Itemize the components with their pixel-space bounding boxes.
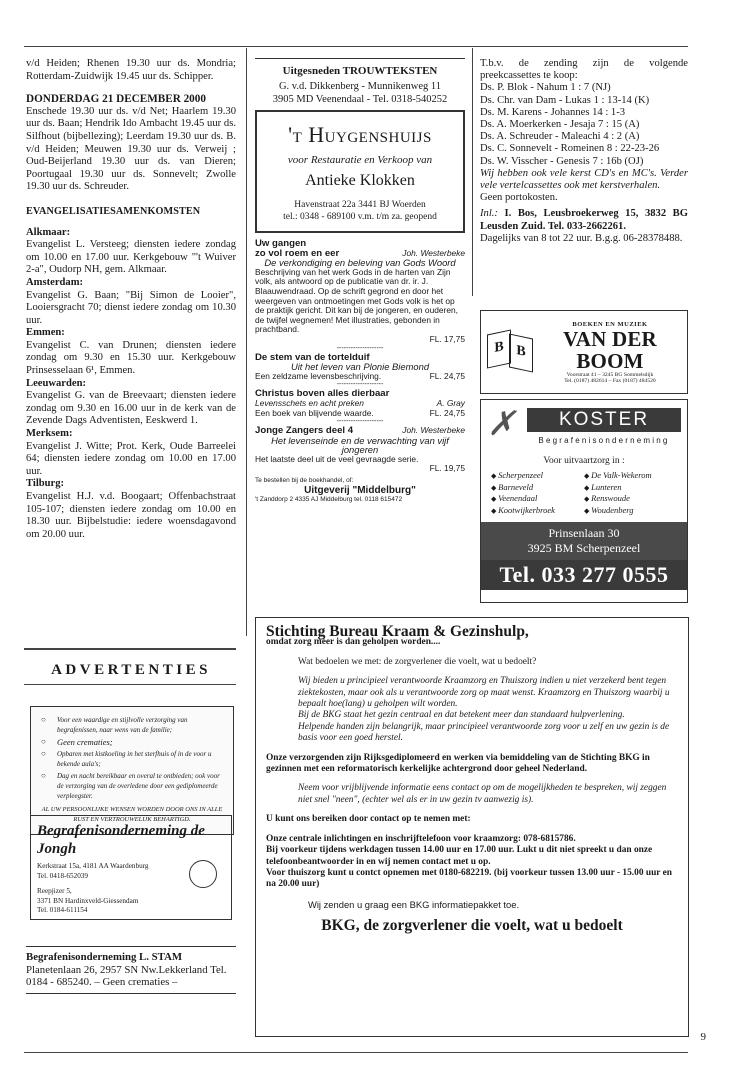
bkg-question: Wat bedoelen we met: de zorgverlener die voelt, wat u bedoelt? <box>298 656 537 667</box>
column-divider-left <box>246 48 247 636</box>
date-heading: DONDERDAG 21 DECEMBER 2000 <box>26 93 206 106</box>
adv-rule-bottom <box>24 684 236 685</box>
koster-place: ◆ Veenendaal <box>491 493 584 505</box>
publisher-addr: 't Zanddorp 2 4335 AJ Middelburg tel. 0118 615472 <box>255 496 403 504</box>
de-jongh-addr2: Reepjizer 5, <box>37 887 72 895</box>
trouwteksten-title: Uitgesneden TROUWTEKSTEN <box>282 65 438 77</box>
van-der-boom-name: VAN DER BOOM <box>563 326 657 373</box>
trouwteksten-line2: 3905 MD Veenendaal - Tel. 0318-540252 <box>272 93 448 105</box>
koster-place: ◆ Woudenberg <box>584 505 677 517</box>
de-jongh-tel2: Tel. 0184-611154 <box>37 906 88 914</box>
place-name: Amsterdam: <box>26 276 84 288</box>
de-jongh-addr3: 3371 BN Hardinxveld-Giessendam <box>37 896 139 905</box>
place-text: Evangelist L. Versteeg; diensten iedere zondag om 10.00 en 17.00 uur. Kerkgebouw "'t Wuiver 2-a", Oudorp NH, gem. Alkmaar. <box>26 239 236 276</box>
book-b-icon: B <box>487 329 511 368</box>
book2-subtitle: Uit het leven van Plonie Biemond <box>290 361 430 373</box>
huygenshuijs-name: 't Huygenshuijs <box>288 122 432 147</box>
book1-desc: Beschrijving van het werk Gods in de harten van Zijn volk, als antwoord op de publicatie van dr. ir. J. Blaauwendraad. Op de schrift gegrond en door het weergeven van ontmoetingen met Gods volk is het op de praktijk gericht. Dit kan bij de jongeren, en ouderen, de twijfel wegnemen! Met illustraties, gebonden in prachtband. <box>255 266 458 335</box>
sermon-item: Ds. M. Karens - Johannes 14 : 1-3 <box>480 106 626 118</box>
koster-sub: Begrafenisonderneming <box>538 436 670 445</box>
koster-logo-icon: ✗ <box>487 406 516 443</box>
van-der-boom-inner <box>481 311 687 393</box>
book2-row <box>255 372 465 382</box>
book1-price: FL. 17,75 <box>429 333 465 344</box>
koster-places <box>481 466 687 520</box>
bkg-final: BKG, de zorgverlener die voelt, wat u bedoelt <box>321 917 623 935</box>
koster-voor: Voor uitvaartzorg in : <box>543 456 625 466</box>
book3-row <box>255 409 465 419</box>
place-name: Merksem: <box>26 428 73 440</box>
book3-desc: Een boek van blijvende waarde. <box>255 407 374 418</box>
de-jongh-seal-icon <box>189 860 217 888</box>
bkg-para4: Neem voor vrijblijvende informatie eens contact op om de mogelijkheden te bespreken, wij zeggen niet snel "neen", (echter wel als er in uw gezin tv aanwezig is). <box>298 783 667 805</box>
book1-subtitle: De verkondiging en beleving van Gods Woord <box>264 257 456 269</box>
koster-place: ◆ Lunteren <box>584 482 677 494</box>
van-der-boom-text <box>537 321 683 384</box>
huygenshuijs-addr1: Havenstraat 22a 3441 BJ Woerden <box>294 200 426 210</box>
bkg-contact-heading: U kunt ons bereiken door contact op te nemen met: <box>266 814 471 825</box>
trouwteksten-line1: G. v.d. Dikkenberg - Munnikenweg 11 <box>278 81 442 92</box>
bkg-para1: Wij bieden u principieel verantwoorde Kraamzorg en Thuiszorg indien u niet verzekerd bent tegen ziektekosten, maar ook als u verantwoorde zorg op maat wenst. Kraamzorg en Thuiszorg waarbij u bepaalt hoe(lang) u geholpen wilt worden. <box>298 676 670 710</box>
stam-ad <box>26 946 236 994</box>
sermon-note: Wij hebben ook vele kerst CD's en MC's. Verder vele vertelcassettes ook met kerstverhalen. <box>480 167 688 192</box>
publisher-name: Uitgeverij "Middelburg" <box>304 484 416 496</box>
de-jongh-item: ○ Voor een waardige en stijlvolle verzorging van begrafenissen, naar wens van de familie; <box>39 715 225 735</box>
van-der-boom-ad <box>480 310 688 394</box>
bkg-para3: Helpende handen zijn belangrijk, maar principieel verantwoorde zorg voor u zelf en uw gezin is de basis voor een goed herstel. <box>298 721 670 744</box>
van-der-boom-addr1: Voorstraat 41 – 3245 BG Sommelsdijk <box>566 371 654 378</box>
de-jongh-logo-box <box>30 815 232 920</box>
right-column <box>480 58 688 245</box>
de-jongh-list <box>39 715 225 801</box>
de-jongh-item: ○ Opbaren met kistkoeling in het sterfhuis of in de voor u bekende aula's; <box>39 749 225 769</box>
info-label: Inl.: <box>480 208 498 220</box>
place-text: Evangelist H.J. v.d. Boogaart; Offenbachstraat 105-107; diensten iedere zondag om 10.00 en 18.30 uur. Bijbelstudie: iedere woensdagavond om 20.00 uur. <box>26 491 236 540</box>
de-jongh-item: ○ Geen crematies; <box>39 737 225 747</box>
sermon-list <box>480 82 688 167</box>
sermon-info <box>480 208 688 232</box>
evangelisation-heading: EVANGELISATIESAMENKOMSTEN <box>26 205 201 217</box>
book-ad <box>255 239 465 505</box>
bkg-ad <box>255 617 689 1037</box>
book4-desc: Het laatste deel uit de veel gevraagde serie. <box>255 453 419 464</box>
book4-author: Joh. Westerbeke <box>402 425 465 436</box>
book1-author: Joh. Westerbeke <box>402 247 465 258</box>
sermons-intro: T.b.v. de zending zijn de volgende preekcassettes te koop: <box>480 58 688 82</box>
koster-tel: Tel. 033 277 0555 <box>481 560 687 590</box>
place-name: Tilburg: <box>26 478 65 490</box>
bkg-title: Stichting Bureau Kraam & Gezinshulp, <box>266 623 529 640</box>
separator: -------------------- <box>336 418 384 426</box>
book3-author: A. Gray <box>436 397 465 408</box>
bkg-bold1: Onze verzorgenden zijn Rijksgediplomeerd en werken via bemiddeling van de Stichting BKG in gezinnen met een reformatorisch kerkelijke achtergrond door geheel Nederland. <box>266 752 650 775</box>
de-jongh-addr1: Kerkstraat 15a, 4181 AA Waardenburg <box>37 862 149 870</box>
bottom-border <box>24 1052 688 1053</box>
place-name: Emmen: <box>26 327 65 339</box>
info-hours: Dagelijks van 8 tot 22 uur. B.g.g. 06-28378488. <box>480 232 683 244</box>
bkg-contact3: Voor thuiszorg kunt u contct opnemen met 0180-682219. (bij voorkeur tussen 13.00 uur - 15.00 uur en na 20.00 uur) <box>266 867 673 890</box>
adv-rule-top <box>24 648 236 650</box>
book3-title: Christus boven alles dierbaar <box>255 388 390 400</box>
separator: -------------------- <box>336 344 384 352</box>
column-divider-right <box>472 48 473 296</box>
adv-title: ADVERTENTIES <box>51 662 211 678</box>
order-line: Te bestellen bij de boekhandel, of: <box>255 477 354 485</box>
bkg-subtitle: omdat zorg meer is dan geholpen worden.... <box>266 637 441 648</box>
bkg-inner <box>256 618 688 938</box>
book-b-icon: B <box>509 333 533 372</box>
place-name: Alkmaar: <box>26 226 71 238</box>
place-name: Leeuwarden: <box>26 377 87 389</box>
de-jongh-item: ○ Dag en nacht bereikbaar en overal te ontbieden; ook voor de verzorging van de overledene door een gediplomeerde verpleegster. <box>39 771 225 801</box>
page-number: 9 <box>700 1031 706 1043</box>
adv-section <box>26 652 236 687</box>
sermon-item: Ds. A. Schreuder - Maleachi 4 : 2 (A) <box>480 131 640 143</box>
separator: -------------------- <box>336 381 384 389</box>
book2-title: De stem van de tortelduif <box>255 351 370 363</box>
book1-title-b: zo vol roem en eer <box>255 247 340 259</box>
van-der-boom-addr2: Tel. (0187) 482614 – Fax (0187) 484520 <box>564 377 656 384</box>
bkg-pakket: Wij zenden u graag een BKG informatiepakket toe. <box>308 898 520 910</box>
book4-price: FL. 19,75 <box>429 463 465 474</box>
huygenshuijs-clocks: Antieke Klokken <box>305 172 415 189</box>
date-services: Enschede 19.30 uur ds. v/d Net; Haarlem 19.30 uur ds. Baan; Hendrik Ido Ambacht 19.45 uur ds. Silfhout (bijbellezing); Leerdam 19.30 uur ds. B. v/d Heiden; Meuwen 19.30 uur ds. Verweij ; Oud-Beijerland 19.30 uur ds. van Dieren; Poortugaal 19.30 uur ds. Sonnevelt; Zwolle 19.30 uur ds. Schreuder. <box>26 105 236 193</box>
book4-subtitle: Het levenseinde en de verwachting van vijf jongeren <box>271 434 449 456</box>
koster-addr1: Prinsenlaan 30 <box>548 526 620 540</box>
service-intro: v/d Heiden; Rhenen 19.30 uur ds. Mondria; Rotterdam-Zuidwijk 19.45 uur ds. Schipper. <box>26 58 236 82</box>
sermon-item: Ds. Chr. van Dam - Lukas 1 : 13-14 (K) <box>480 94 650 106</box>
koster-addr2: 3925 BM Scherpenzeel <box>527 541 641 555</box>
book3-price: FL. 24,75 <box>429 407 465 418</box>
koster-place: ◆ Barneveld <box>491 482 584 494</box>
book2-price: FL. 24,75 <box>429 370 465 381</box>
book1-title-a: Uw gangen <box>255 238 307 249</box>
left-column <box>26 58 236 541</box>
koster-ad <box>480 399 688 603</box>
bkg-contact2: Bij voorkeur tijdens werkdagen tussen 14.00 uur en 17.00 uur. Lukt u dit niet spreekt u dan onze telefoonbeantwoorder in en wij nemen contact met u op. <box>266 845 653 867</box>
de-jongh-logo: Begrafenisonderneming de Jongh <box>37 823 205 857</box>
sermon-item: Ds. W. Visscher - Genesis 7 : 16b (OJ) <box>480 155 644 167</box>
middle-column <box>255 58 465 505</box>
koster-place: ◆ Kootwijkerbroek <box>491 505 584 517</box>
stam-text: Planetenlaan 26, 2957 SN Nw.Lekkerland Tel. 0184 - 685240. – Geen crematies – <box>26 963 227 989</box>
books-logo-icon <box>485 328 537 376</box>
stam-rule-bottom <box>26 993 236 994</box>
koster-place: ◆ De Valk-Wekerom <box>584 470 677 482</box>
place-text: Evangelist G. Baan; "Bij Simon de Looier", Looiersgracht 70; dienst iedere zondag om 10.30 uur. <box>26 289 236 326</box>
top-border <box>24 46 688 47</box>
book3-subtitle: Levensschets en acht preken <box>255 397 364 408</box>
huygenshuijs-addr2: tel.: 0348 - 689100 v.m. t/m za. geopend <box>283 211 437 222</box>
sermon-item: Ds. C. Sonnevelt - Romeinen 8 : 22-23-26 <box>480 143 660 155</box>
stam-title: Begrafenisonderneming L. STAM <box>26 951 183 963</box>
huygenshuijs-sub: voor Restauratie en Verkoop van <box>287 154 433 166</box>
koster-name: KOSTER <box>527 408 681 432</box>
sermon-item: Ds. P. Blok - Nahum 1 : 7 (NJ) <box>480 82 611 94</box>
huygenshuijs-ad <box>255 110 465 233</box>
book2-desc: Een zeldzame levensbeschrijving. <box>255 370 382 381</box>
place-text: Evangelist J. Witte; Prot. Kerk, Oude Barreelei 64; diensten iedere zondag om 10.00 en 17.00 uur. <box>26 440 236 477</box>
van-der-boom-tagline: BOEKEN EN MUZIEK <box>572 320 648 328</box>
koster-header <box>481 400 687 452</box>
book4-title: Jonge Zangers deel 4 <box>255 425 354 437</box>
info-address: I. Bos, Leusbroekerweg 15, 3832 BG Leusden Zuid. Tel. 033-2662261. <box>480 208 688 232</box>
de-jongh-tel1: Tel. 0418-652039 <box>37 871 88 880</box>
sermon-postage: Geen portokosten. <box>480 192 558 204</box>
bkg-contact1: Onze centrale inlichtingen en inschrijftelefoon voor kraamzorg: 078-6815786. <box>266 833 576 844</box>
sermon-item: Ds. A. Moerkerken - Jesaja 7 : 15 (A) <box>480 119 640 131</box>
de-jongh-motto: AL UW PERSOONLIJKE WENSEN WORDEN DOOR ONS IN ALLE RUST EN VERTROUWELIJK BEHARTIGD. <box>41 806 223 823</box>
place-text: Evangelist G. van de Breevaart; diensten iedere zondag om 9.30 en 16.00 uur in de kerk van de Zevende Dags Adventisten, Eeskwerd 1. <box>26 390 236 427</box>
trouwteksten-ad <box>255 58 465 106</box>
koster-place: ◆ Scherpenzeel <box>491 470 584 482</box>
evangelisation-list <box>26 227 236 542</box>
koster-address-block <box>481 522 687 560</box>
bkg-para2: Bij de BKG staat het gezin centraal en dat betekent meer dan standaard hulpverlening. <box>298 710 625 721</box>
place-text: Evangelist C. van Drunen; diensten iedere zondag om 9.30 en 15.30 uur. Kerkgebouw Prinsesselaan 6¹, Emmen. <box>26 339 236 377</box>
koster-place: ◆ Renswoude <box>584 493 677 505</box>
